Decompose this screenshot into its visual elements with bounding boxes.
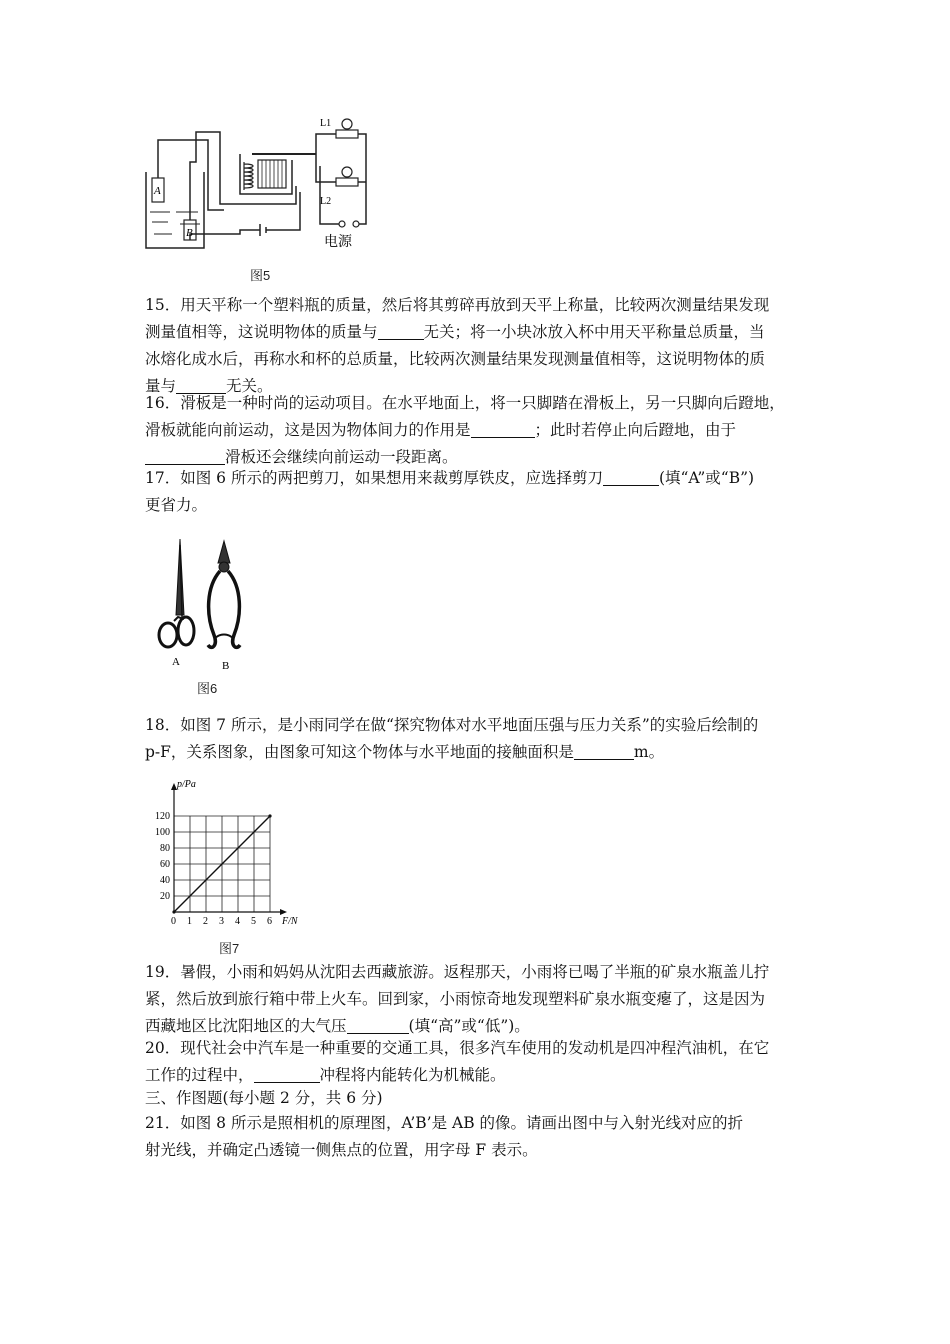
q16-line-1: 16．滑板是一种时尚的运动项目。在水平地面上，将一只脚踏在滑板上，另一只脚向后蹬地，	[145, 394, 785, 412]
x-tick-label: 5	[251, 916, 256, 925]
lamp-l2	[336, 167, 358, 186]
q16-answer-blank-2[interactable]	[145, 448, 225, 465]
q15-line-2: 测量值相等，这说明物体的质量与 无关；将一小块冰放入杯中用天平称量总质量，当	[145, 323, 765, 341]
series-point	[268, 814, 271, 817]
figure-5-caption: 图5	[250, 268, 271, 283]
y-axis-label: p/Pa	[177, 779, 196, 790]
q20-line-2: 工作的过程中， 冲程将内能转化为机械能。	[145, 1066, 506, 1084]
figure-7-caption: 图7	[219, 941, 240, 956]
q18-line-2: p-F，关系图象，由图象可知这个物体与水平地面的接触面积是 m。	[145, 743, 665, 761]
q17-answer-blank[interactable]	[603, 469, 659, 486]
y-tick-label: 40	[160, 875, 170, 886]
q17-line-2: 更省力。	[145, 496, 208, 514]
chart-tick-labels	[155, 811, 272, 925]
q15-line-1: 15．用天平称一个塑料瓶的质量，然后将其剪碎再放到天平上称量，比较两次测量结果发现	[145, 296, 770, 314]
x-tick-label: 4	[235, 916, 240, 925]
question-15	[145, 292, 810, 400]
x-tick-label: 2	[203, 916, 208, 925]
section-3-heading: 三、作图题(每小题 2 分，共 6 分)	[145, 1089, 383, 1107]
question-17	[145, 465, 810, 519]
y-tick-label: 100	[155, 827, 170, 838]
scissors-a	[159, 539, 194, 647]
q20-line-1: 20．现代社会中汽车是一种重要的交通工具，很多汽车使用的发动机是四冲程汽油机，在它	[145, 1039, 770, 1057]
q19-answer-blank[interactable]	[347, 1017, 409, 1034]
question-21	[145, 1110, 810, 1164]
question-16	[145, 390, 810, 471]
lamp-l1	[336, 119, 358, 138]
q19-line-2: 紧，然后放到旅行箱中带上火车。回到家，小雨惊奇地发现塑料矿泉水瓶变瘪了，这是因为	[145, 990, 766, 1008]
x-tick-label: 0	[171, 916, 176, 925]
figure-7-pf-chart	[148, 775, 318, 925]
power-source-label: 电源	[324, 235, 352, 250]
x-axis-arrow	[280, 909, 287, 915]
q18-answer-blank[interactable]	[574, 743, 634, 760]
figure-6-scissors	[150, 535, 270, 675]
y-tick-label: 120	[155, 811, 170, 822]
lamp-l1-label: L1	[320, 118, 332, 129]
series-point	[172, 910, 175, 913]
scissors-b-label: B	[222, 660, 230, 672]
q15-line-4: 量与 无关。	[145, 377, 273, 395]
lamp-l2-label: L2	[320, 196, 332, 207]
figure-6-caption: 图6	[197, 681, 218, 696]
q19-line-3: 西藏地区比沈阳地区的大气压 (填“高”或“低”)。	[145, 1017, 530, 1035]
q15-line-3: 冰熔化成水后，再称水和杯的总质量，比较两次测量结果发现测量值相等，这说明物体的质	[145, 350, 766, 368]
q16-answer-blank-1[interactable]	[471, 421, 535, 438]
y-tick-label: 20	[160, 891, 170, 902]
x-tick-label: 6	[267, 916, 272, 925]
q18-line-1: 18．如图 7 所示，是小雨同学在做“探究物体对水平地面压强与压力关系”的实验后绘制的	[145, 716, 759, 734]
x-axis-label: F/N	[282, 916, 298, 925]
x-tick-label: 1	[187, 916, 192, 925]
q16-line-2: 滑板就能向前运动，这是因为物体间力的作用是 ；此时若停止向后蹬地，由于	[145, 421, 737, 439]
q15-answer-blank-1[interactable]	[378, 323, 424, 340]
electrode-b-label: B	[186, 227, 193, 239]
q20-answer-blank[interactable]	[254, 1066, 320, 1083]
question-18	[145, 712, 810, 766]
question-20	[145, 1035, 810, 1089]
q19-line-1: 19．暑假，小雨和妈妈从沈阳去西藏旅游。返程那天，小雨将已喝了半瓶的矿泉水瓶盖儿拧	[145, 963, 770, 981]
q21-line-2: 射光线，并确定凸透镜一侧焦点的位置，用字母 F 表示。	[145, 1141, 538, 1159]
q17-line-1: 17．如图 6 所示的两把剪刀，如果想用来裁剪厚铁皮，应选择剪刀 (填“A”或“B”)	[145, 469, 755, 487]
figure-5-relay-circuit	[140, 112, 380, 257]
scissors-a-label: A	[172, 656, 180, 668]
x-tick-label: 3	[219, 916, 224, 925]
q21-line-1: 21．如图 8 所示是照相机的原理图，A’B’是 AB 的像。请画出图中与入射光线对应的折	[145, 1114, 744, 1132]
question-19	[145, 959, 810, 1040]
y-tick-label: 80	[160, 843, 170, 854]
y-tick-label: 60	[160, 859, 170, 870]
q16-line-3: 滑板还会继续向前运动一段距离。	[145, 444, 810, 471]
scissors-b	[208, 541, 240, 647]
electrode-a-label: A	[154, 185, 161, 197]
